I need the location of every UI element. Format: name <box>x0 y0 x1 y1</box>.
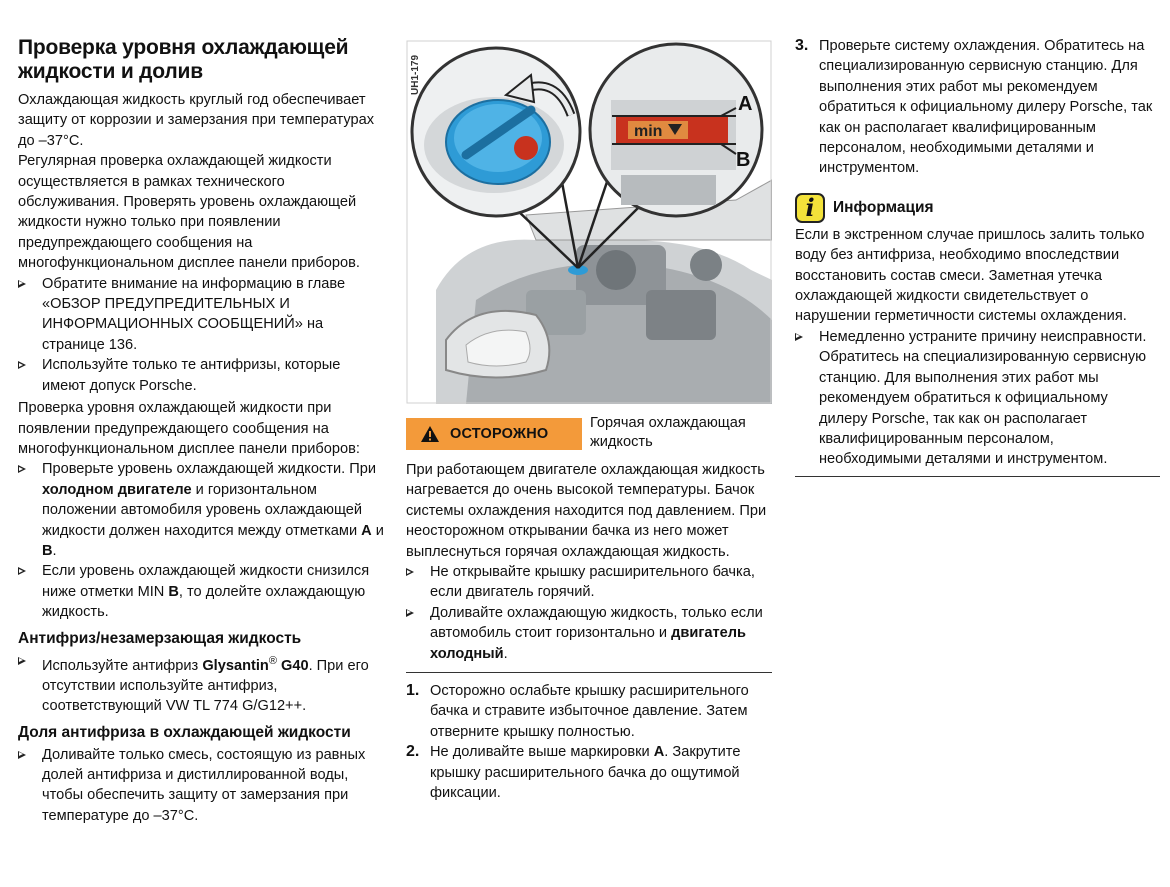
triangle-bullet-icon <box>18 361 26 369</box>
list-item: Обратите внимание на информацию в главе «ОБЗОР ПРЕДУПРЕДИТЕЛЬНЫХ И ИНФОРМАЦИОННЫХ СООБЩЕНИЙ» на странице 136. <box>18 274 388 356</box>
coolant-reservoir-illustration <box>406 40 772 404</box>
list-item: Не открывайте крышку расширительного бачка, если двигатель горячий. <box>406 562 772 603</box>
warning-triangle-icon <box>420 425 440 443</box>
share-heading: Доля антифриза в охлаждающей жидкости <box>18 723 351 741</box>
figure-code: UH1-179 <box>410 54 421 95</box>
intro-paragraph-2: Регулярная проверка охлаждающей жидкости осуществляется в рамках технического обслуживания. Проверять уровень охлаждающей жидкости нужно только при появлении предупреждающего сообщения на многофункциональном дисплее панели приборов. <box>18 153 360 272</box>
list-item: Доливайте только смесь, состоящую из равных долей антифриза и дистиллированной воды, чтобы обеспечить защиту от замерзания при температуре до –37°C. <box>18 745 388 827</box>
check-intro: Проверка уровня охлаждающей жидкости при появлении предупреждающего сообщения на многофункциональном дисплее панели приборов: <box>18 400 360 457</box>
list-item: Используйте только те антифризы, которые имеют допуск Porsche. <box>18 355 388 396</box>
warning-label: ОСТОРОЖНО <box>450 426 549 442</box>
page-title: Проверка уровня охлаждающей жидкости и долив <box>18 36 349 83</box>
mark-a-label: A <box>738 93 753 115</box>
list-item: Если уровень охлаждающей жидкости снизился ниже отметки MIN B, то долейте охлаждающую жидкость. <box>18 561 388 622</box>
min-marking: min <box>634 123 663 140</box>
step-3: 3. Проверьте систему охлаждения. Обратитесь на специализированную сервисную станцию. Для выполнения этих работ мы рекомендуем обратиться к официальному дилеру Porsche, так как он располагает квалифицированным персоналом, необходимыми деталями и инструментом. <box>795 37 1153 177</box>
middle-column <box>406 460 772 804</box>
antifreeze-heading: Антифриз/незамерзающая жидкость <box>18 629 302 647</box>
list-item: Используйте антифриз Glysantin® G40. При его отсутствии используйте антифриз, соответствующий VW TL 774 G/G12++. <box>18 651 388 717</box>
list-item: Доливайте охлаждающую жидкость, только если автомобиль стоит горизонтально и двигатель холодный. <box>406 603 772 664</box>
divider <box>406 672 772 673</box>
left-column <box>18 36 388 826</box>
triangle-bullet-icon <box>406 609 414 617</box>
triangle-bullet-icon <box>406 568 414 576</box>
triangle-bullet-icon <box>18 280 26 288</box>
triangle-bullet-icon <box>795 333 803 341</box>
triangle-bullet-icon <box>18 751 26 759</box>
info-icon: i <box>795 193 825 223</box>
step-2: 2. Не доливайте выше маркировки A. Закрутите крышку расширительного бачка до ощутимой фиксации. <box>406 743 741 802</box>
triangle-bullet-icon <box>18 657 26 665</box>
divider <box>795 476 1160 477</box>
triangle-bullet-icon <box>18 465 26 473</box>
list-item: Проверьте уровень охлаждающей жидкости. При холодном двигателе и горизонтальном положении автомобиля уровень охлаждающей жидкости должен находится между отметками A и B. <box>18 459 388 561</box>
info-text: Если в экстренном случае пришлось залить только воду без антифриза, необходимо впоследствии восстановить состав смеси. Заметная утечка охлаждающей жидкости свидетельствует о нарушении герметичности системы охлаждения. <box>795 226 1145 325</box>
list-item: Немедленно устраните причину неисправности. Обратитесь на специализированную сервисную станцию. Для выполнения этих работ мы рекомендуем обратиться к официальному дилеру Porsche, так как он располагает квалифицированным персоналом, необходимыми деталями и инструментом. <box>795 327 1160 470</box>
info-heading <box>795 193 1160 223</box>
warning-text: При работающем двигателе охлаждающая жидкость нагревается до очень высокой температуры. Бачок системы охлаждения находится под давлением. При неосторожном открывании бачка из него может выплеснуться горячая охлаждающая жидкость. <box>406 462 767 560</box>
warning-badge <box>406 418 582 450</box>
mark-b-label: B <box>736 149 751 171</box>
engine-bay-drawing <box>406 40 772 404</box>
step-1: 1. Осторожно ослабьте крышку расширительного бачка и стравите избыточное давление. Затем отверните крышку полностью. <box>406 682 749 740</box>
right-column <box>795 36 1160 477</box>
intro-paragraph-1: Охлаждающая жидкость круглый год обеспечивает защиту от коррозии и замерзания при температурах до –37°C. <box>18 92 375 149</box>
warning-block <box>406 414 772 454</box>
warning-subject: Горячая охлаждающая жидкость <box>590 415 746 450</box>
info-title: Информация <box>833 198 934 216</box>
triangle-bullet-icon <box>18 567 26 575</box>
